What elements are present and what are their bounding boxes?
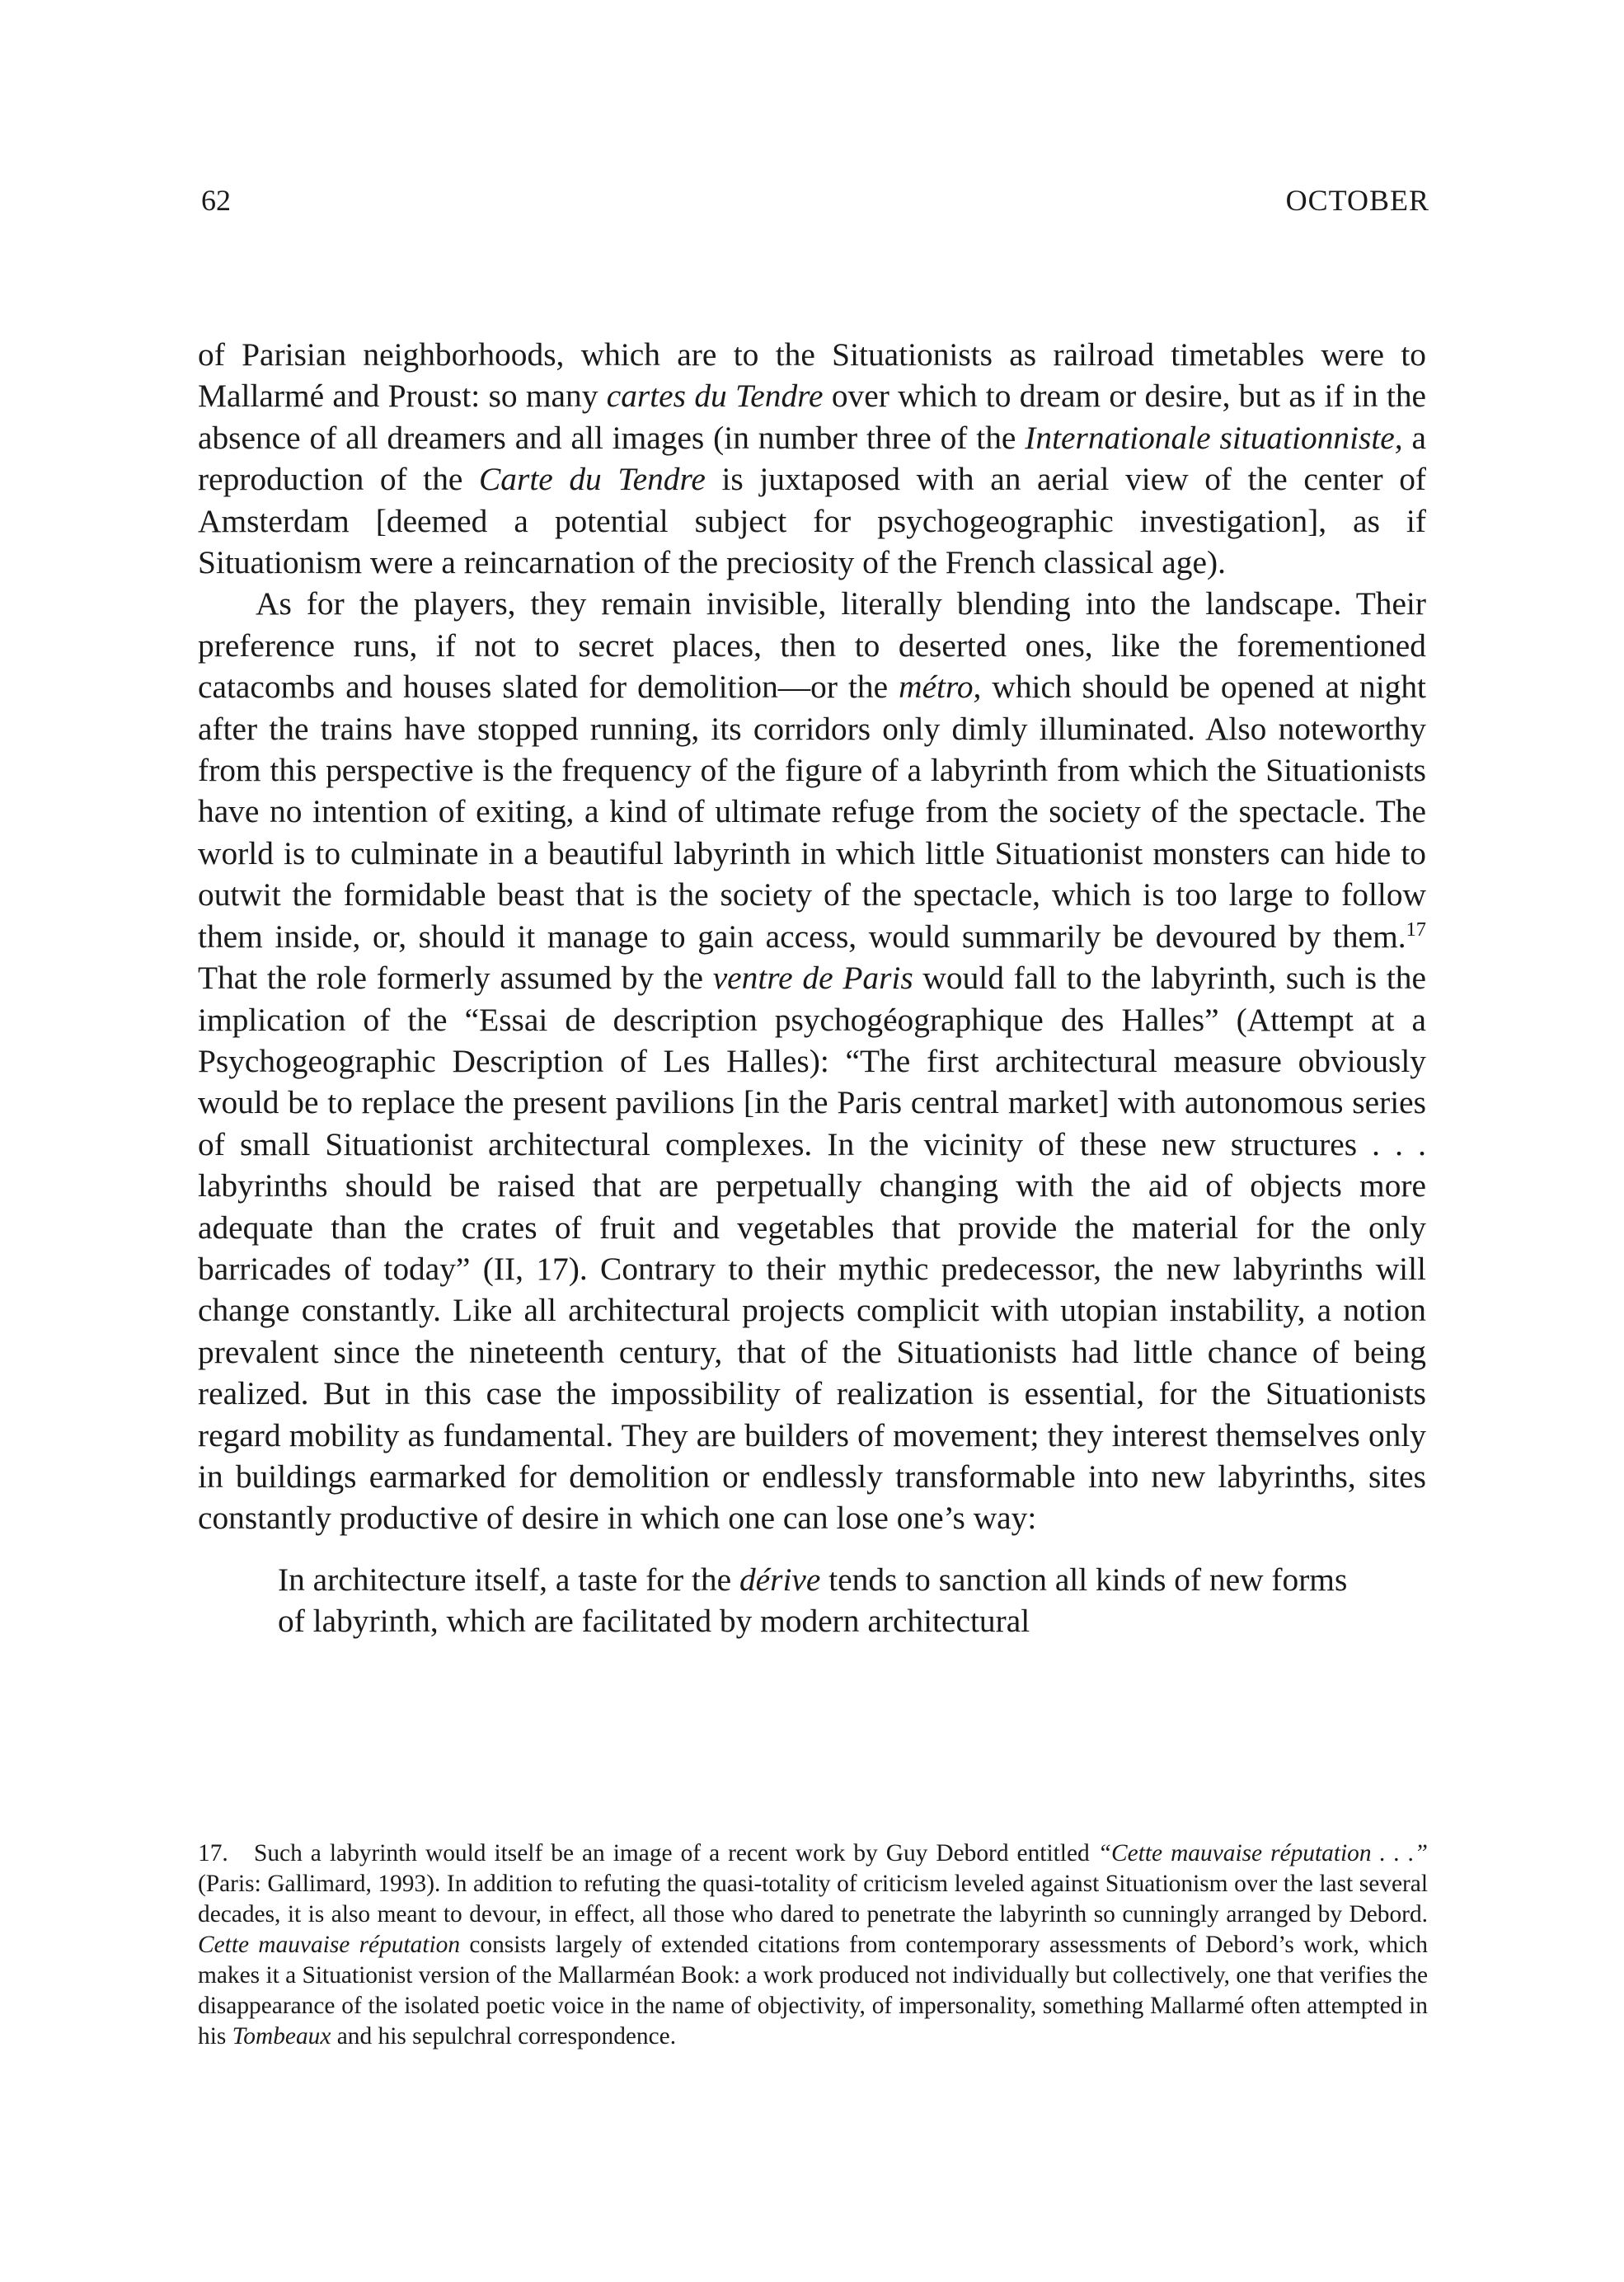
footnote-number: 17. — [198, 1840, 228, 1866]
italic-text: Internationale situationniste, — [1025, 419, 1403, 456]
paragraph — [198, 583, 1426, 1538]
italic-text: Carte du Tendre — [479, 461, 706, 498]
italic-text: Tombeaux — [232, 2023, 331, 2050]
text-run: of Parisian neighborhoods, which are to the Situationists as railroad timetables were to Mallarmé and Proust: so many — [198, 336, 1426, 415]
paragraph — [198, 334, 1426, 583]
text-run: consists largely of extended citations from contemporary assessments of Debord’s work, which makes it a Situationist version of the Mallarméan Book: a work produced not individually but collectively, one that verifies the disappearance of the isolated poetic voice in the name of objectivity, of impersonality, something Mallarmé often attempted in his — [198, 1932, 1428, 2050]
text-run: and his sepulchral correspondence. — [331, 2023, 677, 2050]
journal-title: OCTOBER — [1285, 184, 1429, 217]
italic-text: Cette mauvaise réputation — [198, 1932, 461, 1958]
text-run: a reproduction of the — [198, 419, 1426, 498]
text-run: Such a labyrinth would itself be an image of a recent work by Guy Debord entitled — [254, 1840, 1098, 1866]
footnote-ref: 17 — [1406, 918, 1426, 941]
text-run: As for the players, they remain invisible, literally blending into the landscape. Their preference runs, if not to secret places, then to deserted ones, like the forementioned catacombs and houses slated for demolition—or the — [198, 585, 1426, 706]
main-text — [198, 334, 1426, 1642]
italic-text: “Cette mauvaise réputation . . .” — [1097, 1840, 1428, 1866]
text-run: which should be opened at night after the trains have stopped running, its corridors only dimly illuminated. Also noteworthy from this perspective is the frequency of the figure of a labyrinth from which the Situationists have no intention of exiting, a kind of ultimate refuge from the society of the spectacle. The world is to culminate in a beautiful labyrinth in which little Situationist monsters can hide to outwit the formidable beast that is the society of the spectacle, which is too large to follow them inside, or, should it manage to gain access, would summarily be devoured by them. — [198, 669, 1427, 955]
text-run: is juxtaposed with an aerial view of the center of Amsterdam [deemed a potential subject for psychogeographic investigation], as if Situationism were a reincarnation of the preciosity of the French classical age). — [198, 461, 1427, 581]
text-run: In architecture itself, a taste for the — [278, 1561, 739, 1598]
footnotes — [198, 1838, 1428, 2052]
italic-text: métro, — [899, 669, 982, 706]
italic-text: dérive — [739, 1561, 821, 1598]
footnote — [198, 1838, 1428, 2052]
text-run: That the role formerly assumed by the — [198, 960, 713, 997]
footnote-text — [198, 1840, 1428, 2050]
italic-text: cartes du Tendre — [606, 378, 824, 415]
page-number: 62 — [201, 184, 231, 217]
text-run: would fall to the labyrinth, such is the implication of the “Essai de description psychogéographique des Halles” (Attempt at a Psychogeographic Description of Les Halles): “The first architectural measure obviously would be to replace the present pavilions [in the Paris central market] with autonomous series of small Situationist architectural complexes. In the vicinity of these new structures . . . labyrinths should be raised that are perpetually changing with the aid of objects more adequate than the crates of fruit and vegetables that provide the material for the only barricades of today” (II, 17). Contrary to their mythic predecessor, the new labyrinths will change constantly. Like all architectural projects complicit with utopian instability, a notion prevalent since the nineteenth century, that of the Situationists had little chance of being realized. But in this case the impossibility of realization is essential, for the Situationists regard mobility as fundamental. They are builders of movement; they interest themselves only in buildings earmarked for demolition or endlessly transformable into new labyrinths, sites constantly productive of desire in which one can lose one’s way: — [198, 960, 1426, 1537]
running-header — [201, 183, 1429, 224]
text-run: over which to dream or desire, but as if in the absence of all dreamers and all images (in number three of the — [198, 378, 1426, 456]
text-run: tends to sanction all kinds of new forms of labyrinth, which are facilitated by modern architectural — [278, 1561, 1348, 1640]
text-run: (Paris: Gallimard, 1993). In addition to refuting the quasi-totality of criticism leveled against Situationism over the last several decades, it is also meant to devour, in effect, all those who dared to penetrate the labyrinth so cunningly arranged by Debord. — [198, 1871, 1428, 1927]
italic-text: ventre de Paris — [712, 960, 913, 997]
block-quote — [198, 1559, 1426, 1642]
